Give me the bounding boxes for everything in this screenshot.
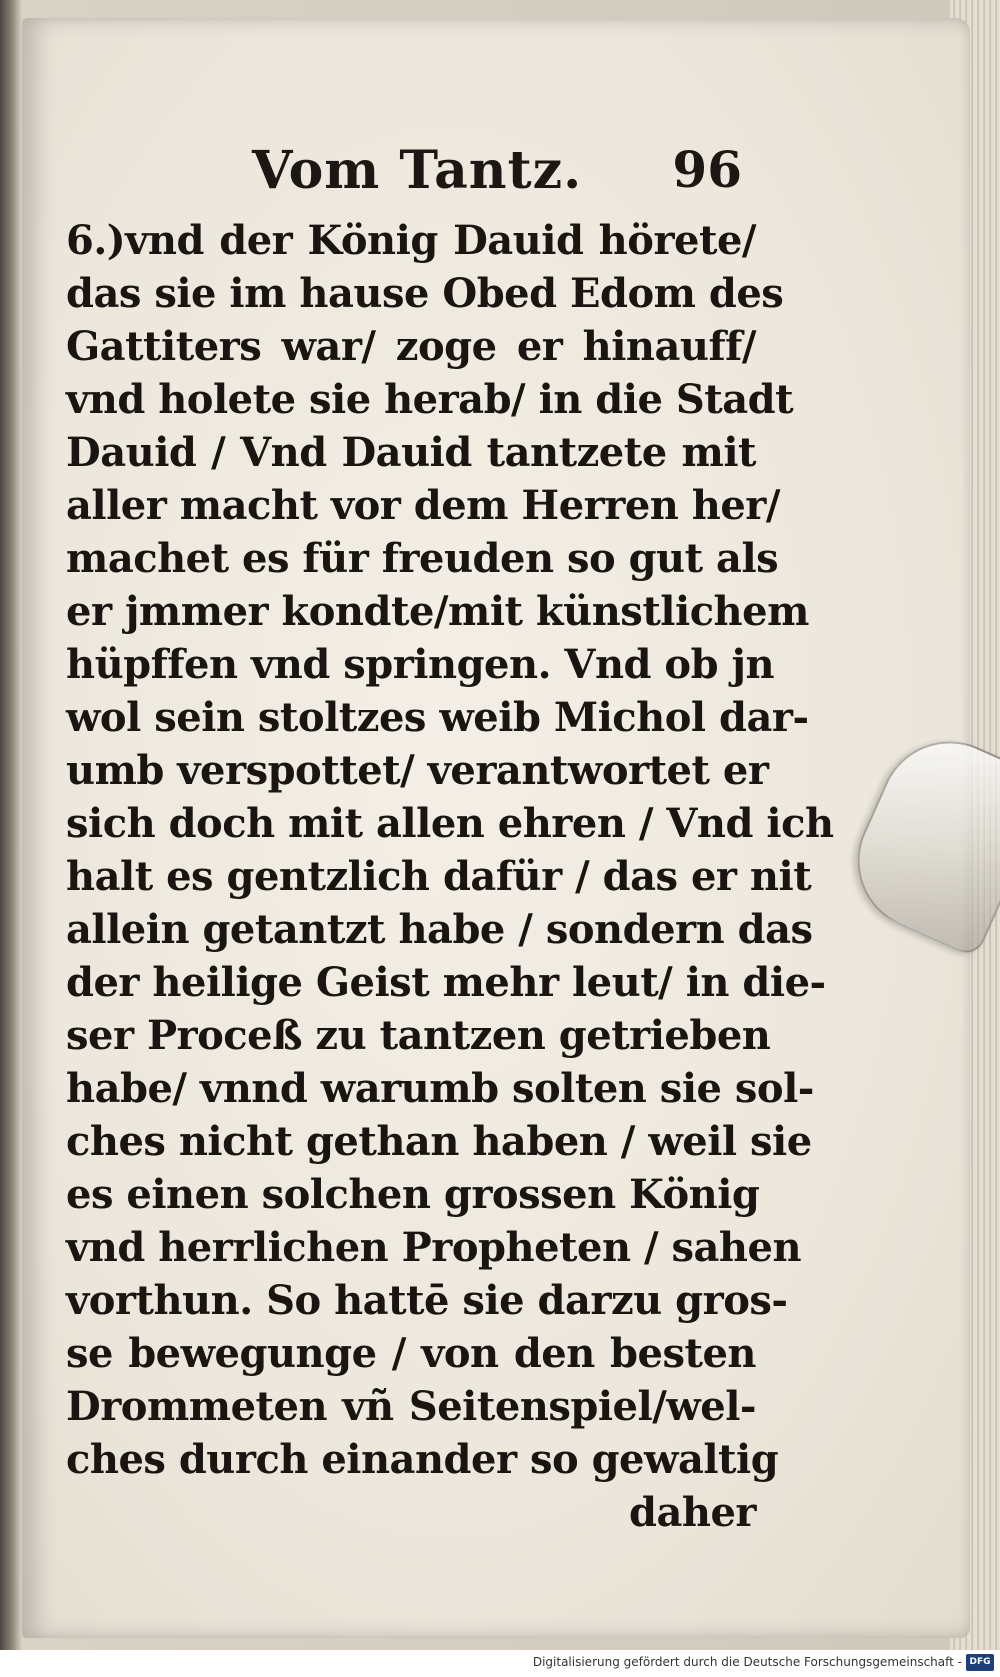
text-line: ches durch einander so gewaltig	[66, 1436, 779, 1483]
text-line: halt es gentzlich dafür / das er nit	[66, 853, 812, 900]
text-line: vorthun. So hattē sie darzu gros-	[66, 1277, 788, 1324]
text-line: allein getantzt habe / sondern das	[66, 906, 813, 953]
text-line: hüpffen vnd springen. Vnd ob jn	[66, 641, 775, 688]
text-line: vnd holete sie herab/ in die Stadt	[66, 376, 794, 423]
text-line: aller macht vor dem Herren her/	[66, 482, 780, 529]
text-line: ser Proceß zu tantzen getrieben	[66, 1012, 771, 1059]
text-line: es einen solchen grossen König	[66, 1171, 760, 1218]
running-title: Vom Tantz.	[252, 140, 583, 201]
footer-bar	[0, 1650, 1000, 1677]
text-line: se bewegunge / von den besten	[66, 1330, 756, 1377]
text-line: habe/ vnnd warumb solten sie sol-	[66, 1065, 814, 1112]
text-line: ches nicht gethan haben / weil sie	[66, 1118, 812, 1165]
text-line: vnd herrlichen Propheten / sahen	[66, 1224, 802, 1271]
text-line: der heilige Geist mehr leut/ in die-	[66, 959, 826, 1006]
running-head	[252, 140, 742, 210]
text-line: wol sein stoltzes weib Michol dar-	[66, 694, 809, 741]
body-text	[66, 214, 834, 1539]
text-line: machet es für freuden so gut als	[66, 535, 779, 582]
funding-credit: Digitalisierung gefördert durch die Deutsche Forschungsgemeinschaft -	[532, 1655, 962, 1669]
text-line: sich doch mit allen ehren / Vnd ich	[66, 800, 834, 847]
text-line: Dauid / Vnd Dauid tantzete mit	[66, 429, 756, 476]
catchword: daher	[629, 1489, 756, 1536]
dfg-logo-icon: DFG	[966, 1654, 994, 1671]
text-line: das sie im hause Obed Edom des	[66, 270, 784, 317]
text-line: 6.)vnd der König Dauid hörete/	[66, 217, 756, 264]
page-number: 96	[672, 140, 742, 199]
text-line: umb verspottet/ verantwortet er	[66, 747, 769, 794]
book-page	[22, 18, 970, 1638]
text-line: Drommeten vñ Seitenspiel/wel-	[66, 1383, 756, 1430]
text-line: er jmmer kondte/mit künstlichem	[66, 588, 809, 635]
text-line: Gattiters war/ zoge er hinauff/	[66, 323, 756, 370]
